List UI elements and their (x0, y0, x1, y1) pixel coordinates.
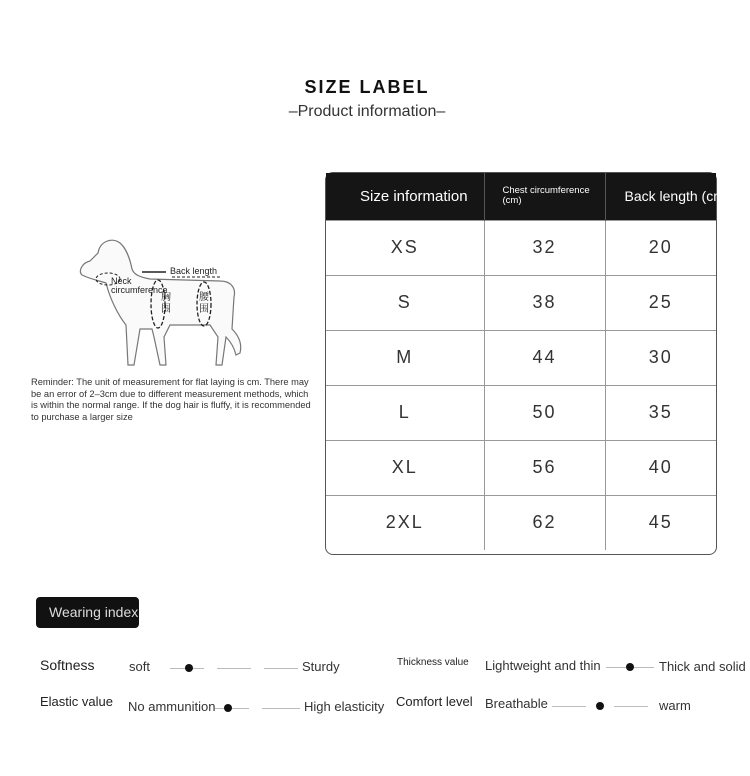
back-length-cell: 25 (605, 275, 716, 330)
size-cell: L (326, 385, 484, 440)
back-length-cell: 30 (605, 330, 716, 385)
back-length-label: Back length (170, 266, 218, 276)
thickness-indicator (626, 663, 634, 671)
back-length-cell: 40 (605, 440, 716, 495)
size-cell: 2XL (326, 495, 484, 550)
size-cell: S (326, 275, 484, 330)
elastic-label: Elastic value (40, 694, 113, 709)
thickness-low-label: Lightweight and thin (485, 658, 601, 673)
chest-cell: 44 (484, 330, 605, 385)
softness-scale (170, 668, 298, 669)
wearing-index-badge: Wearing index (36, 597, 139, 628)
softness-low-label: soft (129, 659, 150, 674)
chest-cell: 38 (484, 275, 605, 330)
size-cell: M (326, 330, 484, 385)
table-row (326, 275, 716, 330)
back-length-cell: 45 (605, 495, 716, 550)
header-back-length: Back length (cm) (605, 173, 716, 220)
size-table-header (326, 173, 716, 220)
page-title: SIZE LABEL (304, 77, 430, 97)
chest-cell: 62 (484, 495, 605, 550)
softness-high-label: Sturdy (302, 659, 340, 674)
comfort-high-label: warm (659, 698, 691, 713)
size-cell: XS (326, 220, 484, 275)
header-chest-circumference: Chest circumference (cm) (484, 173, 605, 220)
chest-cell: 32 (484, 220, 605, 275)
thickness-high-label: Thick and solid (659, 659, 746, 674)
comfort-low-label: Breathable (485, 696, 548, 711)
chest-label: 胸围 (161, 292, 171, 315)
table-row (326, 330, 716, 385)
thickness-label: Thickness value (397, 657, 469, 668)
size-table (325, 172, 730, 555)
measurement-reminder: Reminder: The unit of measurement for flat laying is cm. There may be an error of 2–3cm due to different measurement methods, which is within the normal range. If the dog hair is fluffy, it is recommended to purchase a larger size (31, 377, 311, 422)
comfort-label: Comfort level (396, 694, 473, 709)
page-subtitle: –Product information– (288, 103, 446, 120)
table-row (326, 385, 716, 440)
thickness-scale (606, 667, 654, 668)
size-cell: XL (326, 440, 484, 495)
dog-measurement-icon (60, 225, 260, 375)
neck-circumference-label: Neck circumference (111, 276, 168, 295)
comfort-indicator (596, 702, 604, 710)
table-row (326, 495, 716, 550)
softness-indicator (185, 664, 193, 672)
back-length-cell: 20 (605, 220, 716, 275)
table-row (326, 220, 716, 275)
elastic-high-label: High elasticity (304, 699, 385, 714)
chest-cell: 56 (484, 440, 605, 495)
header-size-information: Size information (326, 173, 484, 220)
chest-cell: 50 (484, 385, 605, 440)
comfort-scale (552, 706, 648, 707)
table-row (326, 440, 716, 495)
waist-label: 腰围 (199, 292, 209, 315)
softness-label: Softness (40, 657, 95, 673)
elastic-low-label: No ammunition (128, 699, 216, 714)
elastic-indicator (224, 704, 232, 712)
elastic-scale (215, 708, 300, 709)
back-length-cell: 35 (605, 385, 716, 440)
